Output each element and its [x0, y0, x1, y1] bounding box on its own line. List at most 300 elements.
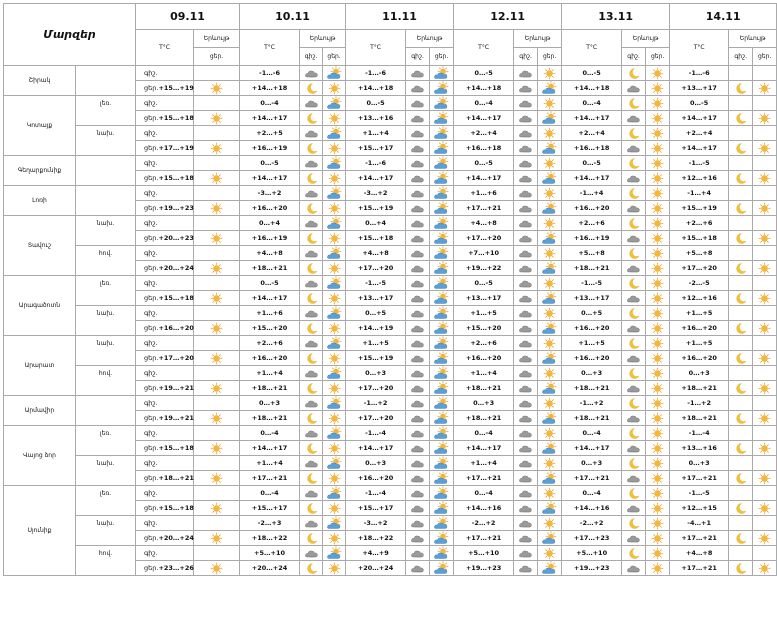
weather-icon-cell — [430, 66, 454, 81]
weather-icon-cell — [514, 471, 538, 486]
weather-icon-cell — [514, 381, 538, 396]
weather-icon-cell — [646, 201, 670, 216]
cloud-icon — [410, 217, 425, 230]
weather-icon-cell — [323, 561, 346, 576]
day-label: ցեր. — [144, 174, 159, 182]
sun-icon — [757, 82, 772, 95]
weather-icon-cell — [194, 336, 240, 351]
sun-icon — [327, 412, 342, 425]
temperature-cell: +14…+17 — [240, 441, 300, 456]
cloud-icon — [626, 562, 641, 575]
temperature-value: +18…+21 — [158, 474, 194, 482]
temperature-cell: +2…+6 — [454, 336, 514, 351]
forecast-row — [4, 306, 777, 321]
weather-icon-cell — [753, 351, 777, 366]
temperature-cell: -4…+1 — [670, 516, 729, 531]
cloud-icon — [518, 442, 533, 455]
subregion-name — [76, 396, 136, 411]
forecast-row — [4, 276, 777, 291]
weather-icon-cell — [406, 426, 430, 441]
weather-icon-cell — [194, 546, 240, 561]
sun-icon — [757, 262, 772, 275]
cloud-icon — [410, 532, 425, 545]
sun-icon — [757, 322, 772, 335]
temperature-cell — [136, 306, 194, 321]
weather-icon-cell — [538, 531, 562, 546]
cloud-icon — [304, 217, 319, 230]
cloud-icon — [410, 277, 425, 290]
temperature-cell: +14…+17 — [346, 171, 406, 186]
weather-icon-cell — [538, 366, 562, 381]
weather-icon-cell — [406, 351, 430, 366]
temperature-cell — [136, 411, 194, 426]
weather-icon-cell — [300, 231, 323, 246]
cloud-sun-icon — [434, 262, 449, 275]
weather-icon-cell — [622, 351, 646, 366]
weather-icon-cell — [430, 351, 454, 366]
weather-icon-cell — [300, 81, 323, 96]
day-label: ցեր. — [144, 414, 159, 422]
cloud-icon — [410, 367, 425, 380]
cloud-icon — [410, 202, 425, 215]
weather-icon-cell — [430, 156, 454, 171]
cloud-icon — [410, 172, 425, 185]
temperature-cell: 0…-4 — [454, 426, 514, 441]
temperature-cell — [136, 516, 194, 531]
weather-icon-cell — [646, 291, 670, 306]
temperature-cell: 0…+3 — [562, 366, 622, 381]
weather-icon-cell — [300, 261, 323, 276]
weather-icon-cell — [622, 426, 646, 441]
weather-icon-cell — [753, 531, 777, 546]
temperature-cell: +19…+23 — [454, 561, 514, 576]
temperature-cell: +1…+4 — [454, 366, 514, 381]
region-name: Տավուշ — [4, 216, 76, 276]
weather-icon-cell — [406, 486, 430, 501]
weather-icon-cell — [729, 366, 753, 381]
temperature-cell: +15…+19 — [346, 201, 406, 216]
weather-icon-cell — [538, 516, 562, 531]
weather-icon-cell — [406, 561, 430, 576]
temperature-cell: 0…-4 — [240, 96, 300, 111]
temperature-cell: -3…+2 — [346, 516, 406, 531]
weather-icon-cell — [514, 501, 538, 516]
weather-icon-cell — [323, 171, 346, 186]
temperature-cell: -1…-5 — [562, 276, 622, 291]
cloud-sun-icon — [542, 82, 557, 95]
temperature-cell: +2…+5 — [240, 126, 300, 141]
temperature-cell: 0…-5 — [454, 276, 514, 291]
weather-icon-cell — [538, 441, 562, 456]
moon-icon — [626, 337, 641, 350]
weather-icon-cell — [514, 546, 538, 561]
weather-icon-cell — [514, 366, 538, 381]
weather-icon-cell — [323, 516, 346, 531]
temperature-cell: +4…+8 — [346, 246, 406, 261]
subregion-name: նախ. — [76, 456, 136, 471]
moon-icon — [304, 502, 319, 515]
weather-icon-cell — [514, 456, 538, 471]
forecast-container — [3, 3, 777, 576]
weather-icon-cell — [194, 231, 240, 246]
cloud-sun-icon — [542, 172, 557, 185]
temperature-cell: +5…+8 — [562, 246, 622, 261]
weather-icon-cell — [646, 516, 670, 531]
weather-icon-cell — [538, 321, 562, 336]
temperature-value: +19…+21 — [158, 384, 194, 392]
weather-icon-cell — [430, 501, 454, 516]
weather-icon-cell — [646, 381, 670, 396]
subregion-name: նախ. — [76, 336, 136, 351]
forecast-row — [4, 561, 777, 576]
subregion-spacer — [76, 261, 136, 276]
forecast-row — [4, 96, 777, 111]
sun-icon — [757, 532, 772, 545]
temperature-cell: +7…+10 — [454, 246, 514, 261]
moon-icon — [626, 127, 641, 140]
temperature-cell: +19…+23 — [562, 561, 622, 576]
weather-icon-cell — [729, 486, 753, 501]
weather-icon-cell — [646, 471, 670, 486]
temperature-cell: +17…+21 — [454, 531, 514, 546]
cloud-icon — [410, 322, 425, 335]
weather-icon-cell — [622, 561, 646, 576]
cloud-sun-icon — [327, 337, 342, 350]
weather-icon-cell — [406, 306, 430, 321]
cloud-sun-icon — [434, 502, 449, 515]
weather-icon-cell — [753, 546, 777, 561]
cloud-sun-icon — [434, 562, 449, 575]
temperature-cell: +16…+18 — [562, 141, 622, 156]
sun-icon — [757, 142, 772, 155]
sun-icon — [209, 532, 224, 545]
weather-icon-cell — [646, 66, 670, 81]
weather-icon-cell — [300, 381, 323, 396]
weather-icon-cell — [753, 81, 777, 96]
weather-icon-cell — [753, 231, 777, 246]
temperature-cell: +4…+8 — [454, 216, 514, 231]
cloud-sun-icon — [327, 547, 342, 560]
weather-icon-cell — [514, 321, 538, 336]
weather-icon-cell — [514, 261, 538, 276]
cloud-icon — [410, 97, 425, 110]
temperature-cell — [136, 381, 194, 396]
cloud-icon — [518, 352, 533, 365]
sun-icon — [327, 322, 342, 335]
cloud-sun-icon — [434, 172, 449, 185]
cloud-icon — [518, 232, 533, 245]
weather-icon-cell — [300, 426, 323, 441]
cloud-sun-icon — [542, 322, 557, 335]
weather-icon-cell — [300, 501, 323, 516]
sun-icon — [209, 142, 224, 155]
sun-icon — [327, 202, 342, 215]
sun-icon — [650, 172, 665, 185]
temperature-cell: -2…+2 — [562, 516, 622, 531]
sun-icon — [757, 442, 772, 455]
temperature-value: +15…+18 — [158, 174, 194, 182]
weather-icon-cell — [323, 336, 346, 351]
temperature-cell: +14…+17 — [562, 441, 622, 456]
night-label: գիշ. — [144, 459, 158, 467]
cloud-sun-icon — [434, 112, 449, 125]
weather-icon-cell — [194, 306, 240, 321]
temperature-cell: +2…+6 — [240, 336, 300, 351]
weather-icon-cell — [300, 351, 323, 366]
sun-icon — [542, 397, 557, 410]
weather-icon-cell — [300, 441, 323, 456]
weather-icon-cell — [646, 81, 670, 96]
weather-icon-cell — [753, 246, 777, 261]
cloud-sun-icon — [542, 412, 557, 425]
cloud-icon — [626, 262, 641, 275]
sun-icon — [209, 262, 224, 275]
weather-icon-cell — [538, 396, 562, 411]
cloud-icon — [518, 277, 533, 290]
sun-icon — [327, 292, 342, 305]
weather-icon-cell — [406, 141, 430, 156]
weather-icon-cell — [323, 396, 346, 411]
cloud-sun-icon — [434, 412, 449, 425]
moon-icon — [304, 112, 319, 125]
weather-icon-cell — [194, 426, 240, 441]
weather-icon-cell — [646, 96, 670, 111]
moon-icon — [304, 412, 319, 425]
weather-icon-cell — [300, 471, 323, 486]
cloud-sun-icon — [542, 202, 557, 215]
temperature-cell: +18…+21 — [454, 411, 514, 426]
weather-icon-cell — [194, 171, 240, 186]
moon-icon — [733, 322, 748, 335]
weather-icon-cell — [753, 111, 777, 126]
cloud-sun-icon — [542, 352, 557, 365]
weather-icon-cell — [430, 111, 454, 126]
subregion-spacer — [76, 501, 136, 516]
weather-icon-cell — [194, 471, 240, 486]
sun-icon — [650, 232, 665, 245]
weather-icon-cell — [753, 381, 777, 396]
temperature-cell: +1…+4 — [346, 126, 406, 141]
temperature-cell: -1…-5 — [670, 486, 729, 501]
cloud-icon — [518, 412, 533, 425]
temperature-cell: +1…+6 — [240, 306, 300, 321]
cloud-icon — [626, 232, 641, 245]
cloud-icon — [518, 397, 533, 410]
temperature-cell: 0…-4 — [240, 426, 300, 441]
temp-header: T°C — [240, 30, 300, 66]
temperature-cell — [136, 156, 194, 171]
weather-icon-cell — [430, 306, 454, 321]
temperature-cell: +14…+17 — [454, 111, 514, 126]
weather-icon-cell — [194, 411, 240, 426]
subregion-spacer — [76, 531, 136, 546]
subregion-spacer — [76, 321, 136, 336]
subregion-spacer — [76, 471, 136, 486]
weather-icon-cell — [323, 276, 346, 291]
weather-icon-cell — [300, 141, 323, 156]
temperature-cell — [136, 561, 194, 576]
weather-icon-cell — [430, 201, 454, 216]
weather-icon-cell — [194, 156, 240, 171]
weather-icon-cell — [514, 66, 538, 81]
weather-icon-cell — [646, 336, 670, 351]
weather-icon-cell — [323, 531, 346, 546]
cloud-sun-icon — [542, 472, 557, 485]
cloud-icon — [518, 472, 533, 485]
sun-icon — [650, 472, 665, 485]
night-subheader: գիշ. — [622, 48, 646, 66]
subregion-spacer — [76, 201, 136, 216]
weather-icon-cell — [729, 141, 753, 156]
weather-icon-cell — [514, 306, 538, 321]
night-label: գիշ. — [144, 159, 158, 167]
temperature-cell: +13…+17 — [454, 291, 514, 306]
cloud-sun-icon — [434, 487, 449, 500]
weather-icon-cell — [622, 276, 646, 291]
cloud-icon — [410, 112, 425, 125]
cloud-icon — [304, 157, 319, 170]
night-label: գիշ. — [144, 69, 158, 77]
weather-icon-cell — [514, 351, 538, 366]
weather-icon-cell — [622, 456, 646, 471]
cloud-icon — [304, 367, 319, 380]
cloud-sun-icon — [434, 202, 449, 215]
forecast-row — [4, 516, 777, 531]
temperature-cell: +17…+21 — [454, 201, 514, 216]
weather-icon-cell — [323, 111, 346, 126]
cloud-sun-icon — [327, 367, 342, 380]
weather-icon-cell — [622, 441, 646, 456]
cloud-icon — [304, 457, 319, 470]
temperature-cell: -1…-6 — [670, 66, 729, 81]
day-label: ցեր. — [144, 204, 159, 212]
cloud-sun-icon — [542, 292, 557, 305]
sun-icon — [327, 532, 342, 545]
weather-icon-cell — [300, 156, 323, 171]
weather-icon-cell — [646, 126, 670, 141]
temperature-cell: +14…+17 — [454, 441, 514, 456]
temperature-cell: -1…+2 — [670, 396, 729, 411]
sun-icon — [650, 352, 665, 365]
temperature-cell: +17…+21 — [670, 471, 729, 486]
moon-icon — [733, 562, 748, 575]
date-header: 10.11 — [240, 4, 346, 30]
cloud-icon — [518, 547, 533, 560]
sun-icon — [757, 472, 772, 485]
cloud-sun-icon — [327, 487, 342, 500]
weather-icon-cell — [323, 456, 346, 471]
cloud-icon — [410, 457, 425, 470]
cloud-sun-icon — [327, 427, 342, 440]
sun-icon — [650, 247, 665, 260]
temperature-cell: +14…+18 — [346, 81, 406, 96]
day-label: ցեր. — [144, 324, 159, 332]
weather-icon-cell — [729, 411, 753, 426]
temperature-cell: +12…+16 — [670, 291, 729, 306]
moon-icon — [304, 142, 319, 155]
temperature-cell: +18…+22 — [346, 531, 406, 546]
temperature-cell: +18…+21 — [562, 381, 622, 396]
weather-icon-cell — [323, 231, 346, 246]
sun-icon — [327, 232, 342, 245]
temperature-cell: -1…-6 — [346, 156, 406, 171]
cloud-icon — [626, 382, 641, 395]
cloud-icon — [518, 97, 533, 110]
weather-icon-cell — [729, 171, 753, 186]
temperature-cell: +14…+17 — [670, 141, 729, 156]
sun-icon — [209, 172, 224, 185]
sun-icon — [650, 187, 665, 200]
cloud-icon — [518, 322, 533, 335]
temperature-cell: +2…+4 — [454, 126, 514, 141]
weather-icon-cell — [538, 66, 562, 81]
weather-icon-cell — [430, 561, 454, 576]
cloud-icon — [626, 202, 641, 215]
moon-icon — [733, 382, 748, 395]
temperature-cell: +15…+20 — [240, 321, 300, 336]
weather-icon-cell — [430, 546, 454, 561]
temperature-cell: +1…+5 — [454, 306, 514, 321]
weather-icon-cell — [646, 441, 670, 456]
cloud-icon — [410, 82, 425, 95]
temperature-cell: +1…+4 — [240, 366, 300, 381]
cloud-icon — [410, 472, 425, 485]
temperature-cell: +13…+17 — [346, 291, 406, 306]
moon-icon — [733, 172, 748, 185]
weather-icon-cell — [300, 276, 323, 291]
moon-icon — [733, 412, 748, 425]
weather-icon-cell — [194, 441, 240, 456]
temperature-value: +15…+18 — [158, 114, 194, 122]
temperature-cell: +18…+21 — [562, 261, 622, 276]
temperature-cell: 0…+3 — [562, 456, 622, 471]
cloud-sun-icon — [434, 427, 449, 440]
temperature-cell: +18…+21 — [670, 381, 729, 396]
cloud-icon — [304, 307, 319, 320]
date-header: 13.11 — [562, 4, 670, 30]
weather-icon-cell — [406, 156, 430, 171]
weather-icon-cell — [300, 111, 323, 126]
day-subheader: ցեր. — [538, 48, 562, 66]
forecast-body — [4, 66, 777, 576]
weather-icon-cell — [194, 81, 240, 96]
weather-icon-cell — [406, 456, 430, 471]
cloud-sun-icon — [542, 232, 557, 245]
cloud-sun-icon — [542, 532, 557, 545]
weather-icon-cell — [323, 471, 346, 486]
subregion-name: նախ. — [76, 516, 136, 531]
cloud-icon — [626, 292, 641, 305]
region-name: Արարատ — [4, 336, 76, 396]
temperature-cell: +2…+4 — [670, 126, 729, 141]
cloud-sun-icon — [434, 532, 449, 545]
weather-icon-cell — [300, 516, 323, 531]
cloud-icon — [626, 442, 641, 455]
weather-icon-cell — [430, 381, 454, 396]
moon-icon — [626, 307, 641, 320]
weather-icon-cell — [194, 126, 240, 141]
weather-icon-cell — [622, 156, 646, 171]
weather-icon-cell — [323, 216, 346, 231]
weather-icon-cell — [300, 486, 323, 501]
day-subheader: ցեր. — [323, 48, 346, 66]
temperature-cell: +5…+10 — [240, 546, 300, 561]
temperature-cell: 0…+4 — [346, 216, 406, 231]
weather-icon-cell — [622, 396, 646, 411]
weather-icon-cell — [514, 531, 538, 546]
cloud-sun-icon — [434, 292, 449, 305]
subregion-spacer — [76, 441, 136, 456]
